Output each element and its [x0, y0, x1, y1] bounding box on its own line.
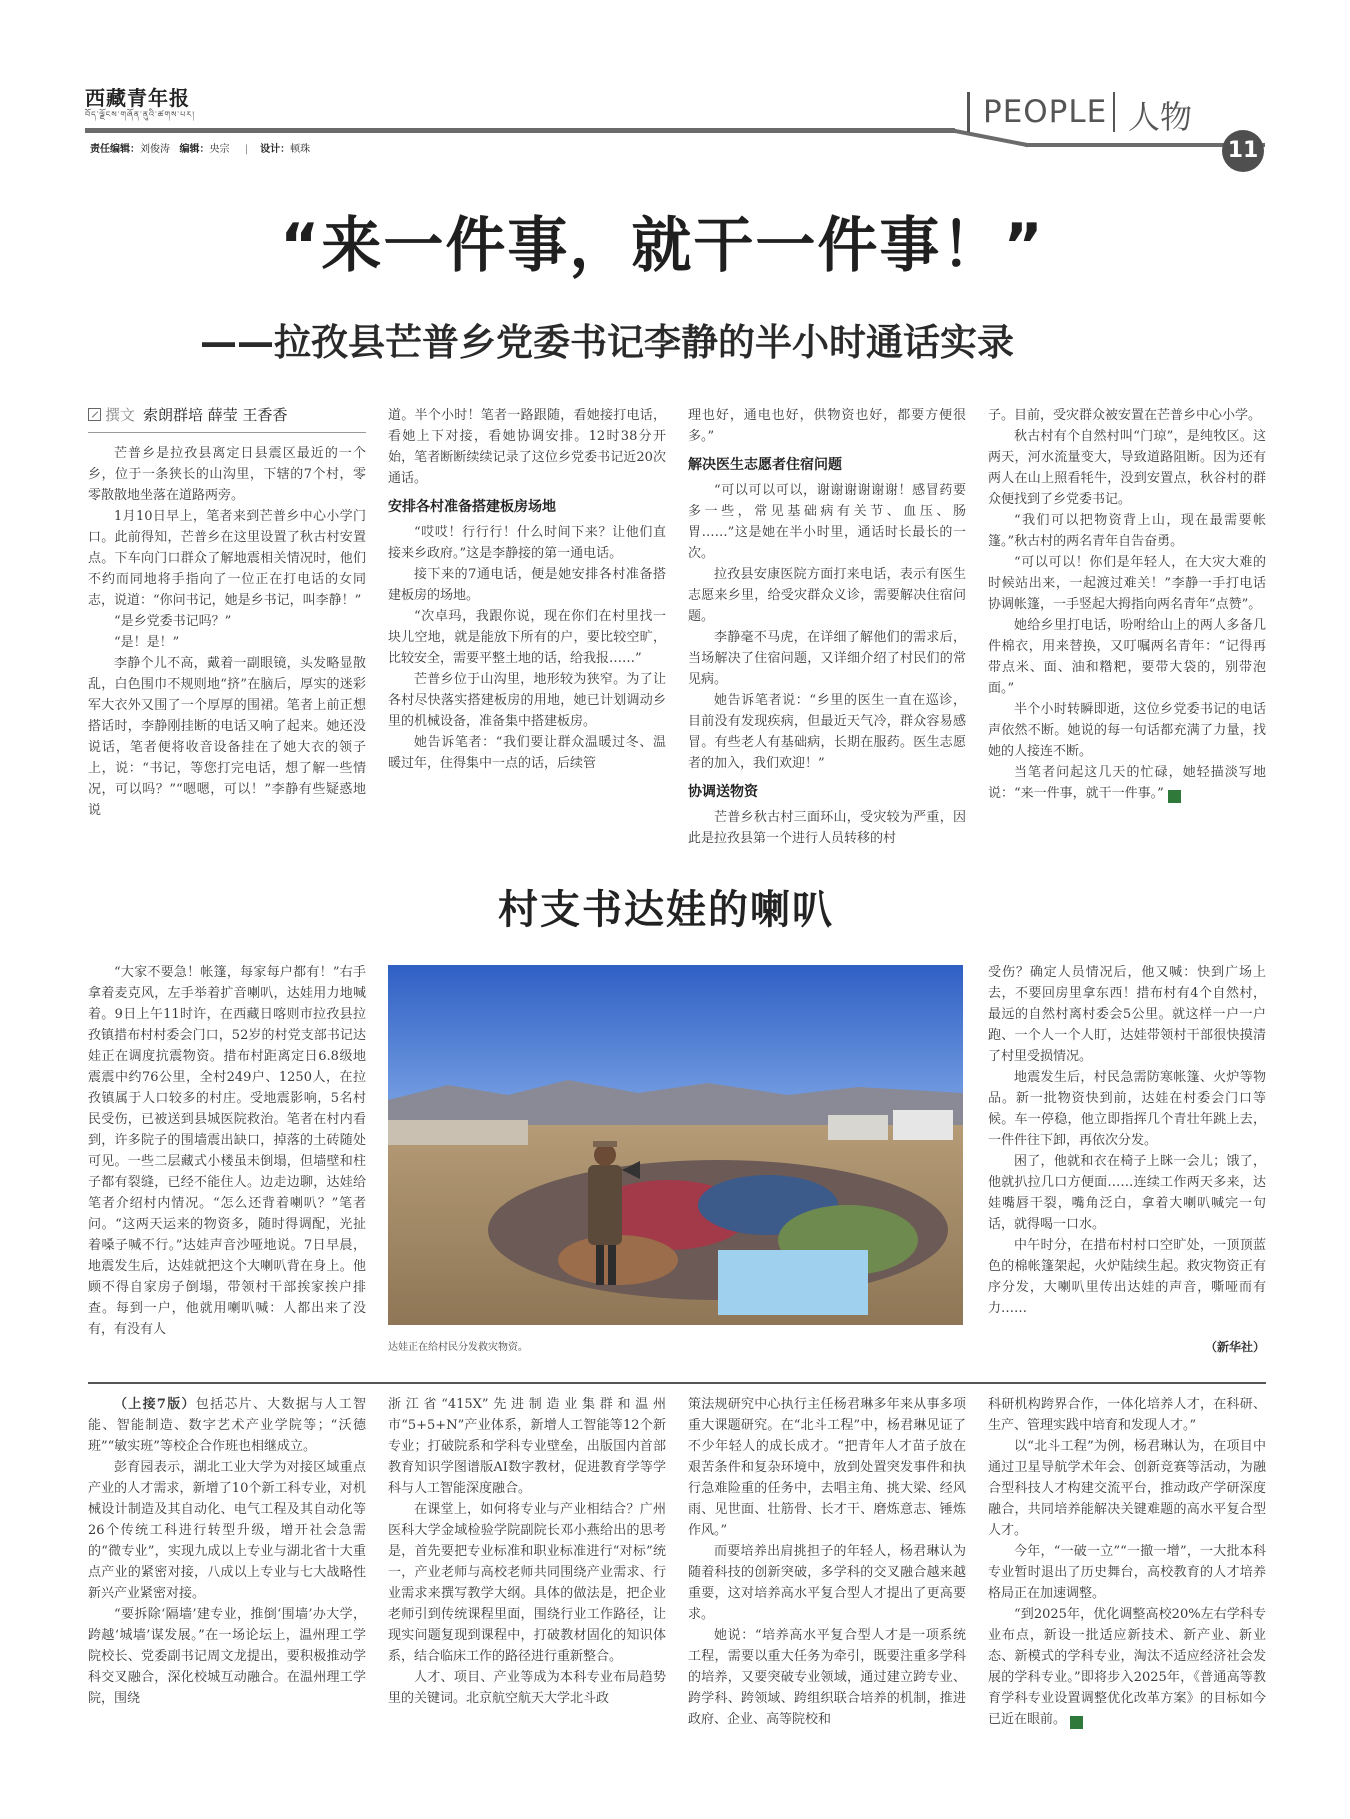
paragraph: 她告诉笔者说：“乡里的医生一直在巡诊，目前没有发现疾病，但最近天气冷，群众容易感冒。有些老人有基础病，长期在服药。医生志愿者的加入，我们欢迎！”: [688, 693, 966, 771]
credit-label: 设计：: [260, 144, 291, 155]
paragraph: “是！是！”: [114, 635, 180, 650]
section-heading: 安排各村准备搭建板房场地: [388, 499, 556, 515]
story3-column-4: [988, 1394, 1266, 1814]
section-title-cn: 人物: [1128, 98, 1193, 136]
paragraph: “可以可以！你们是年轻人，在大灾大难的时候站出来，一起渡过难关！”李静一手打电话协调帐篷，一手竖起大拇指向两名青年“点赞”。: [988, 555, 1266, 612]
news-source: （新华社）: [1205, 1340, 1266, 1354]
section-heading: 解决医生志愿者住宿问题: [688, 457, 842, 473]
paragraph: 半个小时转瞬即逝，这位乡党委书记的电话声依然不断。她说的每一句话都充满了力量，找她的人接连不断。: [988, 702, 1266, 759]
newspaper-logo: 西藏青年报: [85, 86, 190, 110]
paragraph: 科研机构跨界合作，一体化培养人才，在科研、生产、管理实践中培育和发现人才。”: [988, 1397, 1266, 1433]
credit-label: 编辑：: [179, 144, 210, 155]
story2-headline: 村支书达娃的喇叭: [498, 887, 834, 933]
paragraph: 拉孜县安康医院方面打来电话，表示有医生志愿来乡里，给受灾群众义诊，需要解决住宿问题。: [688, 567, 966, 624]
paragraph: 李静毫不马虎，在详细了解他们的需求后，当场解决了住宿问题，又详细介绍了村民们的常见病。: [688, 630, 966, 687]
paragraph: 在课堂上，如何将专业与产业相结合？广州医科大学金域检验学院副院长邓小燕给出的思考是，首先要把专业标准和职业标准进行“对标”统一，产业老师与高校老师共同围绕产业需求、行业需求来撰写教学大纲。具体的做法是，把企业老师引到传统课程里面，围绕行业工作路径，让现实问题复现到课程中，打破教材固化的知识体系，结合临床工作的路径进行重新整合。: [388, 1502, 666, 1664]
story1-subheadline: ——拉孜县芒普乡党委书记李静的半小时通话实录: [200, 321, 1014, 364]
paragraph: 困了，他就和衣在椅子上眯一会儿；饿了，他就扒拉几口方便面……连续工作两天多来，达娃嘴唇干裂，嘴角泛白，拿着大喇叭喊完一句话，就得喝一口水。: [988, 1154, 1266, 1232]
paragraph: “大家不要急！帐篷，每家每户都有！”右手拿着麦克风，左手举着扩音喇叭，达娃用力地喊着。9日上午11时许，在西藏日喀则市拉孜县拉孜镇措布村村委会门口，52岁的村党支部书记达娃正在调度抗震物资。措布村距离定日6.8级地震震中约76公里，全村249户、1250人，在拉孜镇属于人口较多的村庄。受地震影响，5名村民受伤，已被送到县城医院救治。笔者在村内看到，许多院子的围墙震出缺口，掉落的土砖随处可见。一些二层藏式小楼虽未倒塌，但墙壁和柱子都有裂缝，已经不能住人。边走边聊，达娃给笔者介绍村内情况。“怎么还背着喇叭？”笔者问。“这两天运来的物资多，随时得调配，光扯着嗓子喊不行。”达娃声音沙哑地说。7日早晨，地震发生后，达娃就把这个大喇叭背在身上。他顾不得自家房子倒塌，带领村干部挨家挨户排查。每到一户，他就用喇叭喊：人都出来了没有，有没有人: [88, 965, 366, 1337]
photo-caption: 达娃正在给村民分发救灾物资。: [388, 1342, 528, 1353]
section-divider-rule: [88, 1382, 1266, 1384]
paragraph: 受伤？确定人员情况后，他又喊：快到广场上去，不要回房里拿东西！措布村有4个自然村，最远的自然村离村委会5公里。就这样一户一户跑、一个人一个人盯，达娃带领村干部很快摸清了村里受损情况。: [988, 965, 1266, 1064]
section-heading: 协调送物资: [688, 784, 758, 800]
paragraph: 芒普乡位于山沟里，地形较为狭窄。为了让各村尽快落实搭建板房的用地，她已计划调动乡里的机械设备，准备集中搭建板房。: [388, 672, 666, 729]
paragraph-text: 包括芯片、大数据与人工智能、智能制造、数字艺术产业学院等；“沃德班”“敏实班”等校企合作班也相继成立。: [88, 1397, 366, 1454]
article-end-icon: 青: [1070, 1716, 1083, 1729]
paragraph-text: 当笔者问起这几天的忙碌，她轻描淡写地说：“来一件事，就干一件事。”: [988, 765, 1266, 801]
paragraph: 地震发生后，村民急需防寒帐篷、火炉等物品。新一批物资快到前，达娃在村委会门口等候。车一停稳，他立即指挥几个青壮年跳上去，一件件往下卸，再依次分发。: [988, 1070, 1266, 1148]
paragraph: 芒普乡是拉孜县离定日县震区最近的一个乡，位于一条狭长的山沟里，下辖的7个村，零零散散地坐落在道路两旁。: [88, 446, 366, 503]
paragraph: 她说：“培养高水平复合型人才是一项系统工程，需要以重大任务为牵引，既要注重多学科的培养，又要突破专业领域，通过建立跨专业、跨学科、跨领域、跨组织联合培养的机制，推进政府、企业、高等院校和: [688, 1628, 966, 1727]
article-end-icon: 青: [1168, 790, 1181, 803]
credit-value: 刘俊涛: [140, 144, 170, 155]
story1-column-1: [88, 405, 366, 845]
paragraph: 李静个儿不高，戴着一副眼镜，头发略显散乱，白色围巾不规则地“挤”在脑后，厚实的迷彩军大衣外又围了一个厚厚的围裙。笔者上前正想搭话时，李静刚挂断的电话又响了起来。她还没说话，笔者便将收音设备挂在了她大衣的领子上，说：“书记，等您打完电话，想了解一些情况，可以吗？”“嗯嗯，可以！”李静有些疑惑地说: [88, 656, 366, 818]
pen-icon: [88, 408, 101, 421]
paragraph: “我们可以把物资背上山，现在最需要帐篷。”秋古村的两名青年自告奋勇。: [988, 513, 1266, 549]
credit-value: 顿珠: [290, 144, 311, 155]
byline-label: 撰文: [105, 406, 136, 424]
newspaper-logo-tibetan: བོད་ལྗོངས་གཞོན་ནུའི་ཚགས་པར།: [85, 110, 195, 119]
story2-column-3: [988, 962, 1266, 1332]
masthead-rule: [85, 128, 955, 133]
paragraph: 而要培养出肩挑担子的年轻人，杨君琳认为随着科技的创新突破，多学科的交叉融合越来越重要，这对培养高水平复合型人才提出了更高要求。: [688, 1544, 966, 1622]
paragraph: 人才、项目、产业等成为本科专业布局趋势里的关键词。北京航空航天大学北斗政: [388, 1670, 666, 1706]
paragraph: 1月10日早上，笔者来到芒普乡中心小学门口。此前得知，芒普乡在这里设置了秋古村安置点。下车向门口群众了解地震相关情况时，他们不约而同地将手指向了一位正在打电话的女同志，说道：“你问书记，她是乡书记，叫李静！”: [88, 509, 366, 608]
paragraph: 中午时分，在措布村村口空旷处，一顶顶蓝色的棉帐篷架起，火炉陆续生起。救灾物资正有序分发，大喇叭里传出达娃的声音，嘶哑而有力……: [988, 1238, 1266, 1316]
masthead-rule-slant: [950, 128, 1029, 147]
section-divider: [967, 92, 970, 132]
paragraph: 今年，“一破一立”“一撤一增”，一大批本科专业暂时退出了历史舞台，高校教育的人才培养格局正在加速调整。: [988, 1544, 1266, 1601]
paragraph: 接下来的7通电话，便是她安排各村准备搭建板房的场地。: [388, 567, 666, 603]
continued-from-label: （上接7版）: [114, 1397, 196, 1412]
story1-column-3: [688, 405, 966, 845]
paragraph: “哎哎！行行行！什么时间下来？让他们直接来乡政府。”这是李静接的第一通电话。: [388, 525, 666, 561]
page-number-badge: 11: [1222, 130, 1264, 172]
paragraph: 理也好，通电也好，供物资也好，都要方便很多。”: [688, 408, 966, 444]
story1-headline: “来一件事，就干一件事！”: [280, 211, 1045, 281]
editor-credits: 责任编辑：刘俊涛 编辑：央宗 | 设计：顿珠: [90, 144, 311, 155]
paragraph-text: “到2025年，优化调整高校20%左右学科专业布点，新设一批适应新技术、新产业、新业态、新模式的学科专业，淘汰不适应经济社会发展的学科专业。”即将步入2025年，《普通高等教育学科专业设置调整优化改革方案》的目标如今已近在眼前。: [988, 1607, 1266, 1727]
paragraph: 她给乡里打电话，吩咐给山上的两人多备几件棉衣，用来替换，又叮嘱两名青年：“记得再带点米、面、油和糌粑，要带大袋的，别带泡面。”: [988, 618, 1266, 696]
paragraph: 子。目前，受灾群众被安置在芒普乡中心小学。: [988, 408, 1262, 423]
paragraph: [988, 762, 1266, 804]
paragraph: 彭育园表示，湖北工业大学为对接区域重点产业的人才需求，新增了10个新工科专业，对机械设计制造及其自动化、电气工程及其自动化等26个传统工科进行转型升级，增开社会急需的“微专业”，实现九成以上专业与湖北省十大重点产业的紧密对接，八成以上专业与七大战略性新兴产业紧密对接。: [88, 1460, 366, 1601]
paragraph: 道。半个小时！笔者一路跟随，看她接打电话，看她上下对接，看她协调安排。12时38分开始，笔者断断续续记录了这位乡党委书记近20次通话。: [388, 408, 666, 486]
paragraph: “要拆除‘隔墙’建专业，推倒‘围墙’办大学，跨越‘城墙’谋发展。”在一场论坛上，温州理工学院校长、党委副书记周文龙提出，要积极推动学科交叉融合，深化校城互动融合。在温州理工学院，围绕: [88, 1607, 366, 1706]
paragraph: [988, 1604, 1266, 1730]
news-photo: [388, 965, 963, 1325]
paragraph: 她告诉笔者：“我们要让群众温暖过冬、温暖过年，住得集中一点的话，后续管: [388, 735, 666, 771]
paragraph: “可以可以可以，谢谢谢谢谢谢！感冒药要多一些，常见基础病有关节、血压、肠胃……”这是她在半小时里，通话时长最长的一次。: [688, 483, 966, 561]
paragraph: 策法规研究中心执行主任杨君琳多年来从事多项重大课题研究。在“北斗工程”中，杨君琳见证了不少年轻人的成长成才。“把青年人才苗子放在艰苦条件和复杂环境中，放到处置突发事件和执行急难险重的任务中，去唱主角、挑大梁、经风雨、见世面、壮筋骨、长才干、磨炼意志、锤炼作风。”: [688, 1397, 966, 1538]
story1-column-4: [988, 405, 1266, 845]
byline-authors: 索朗群培 薛莹 王香香: [143, 406, 288, 424]
paragraph: [88, 1394, 366, 1457]
credit-label: 责任编辑：: [90, 144, 140, 155]
paragraph: 浙江省“415X”先进制造业集群和温州市“5+5+N”产业体系，新增人工智能等12个新专业；打破院系和学科专业壁垒，出版国内首部教育知识学图谱版AI数字教材，促进教育学等学科与人工智能深度融合。: [388, 1397, 666, 1496]
story1-column-2: [388, 405, 666, 845]
story3-column-1: [88, 1394, 366, 1814]
story3-column-3: [688, 1394, 966, 1814]
paragraph: “次卓玛，我跟你说，现在你们在村里找一块儿空地，就是能放下所有的户，要比较空旷，比较安全，需要平整土地的话，给我报……”: [388, 609, 666, 666]
section-title-en: PEOPLE: [983, 94, 1108, 130]
paragraph: 以“北斗工程”为例，杨君琳认为，在项目中通过卫星导航学术年会、创新竞赛等活动，为融合型科技人才构建交流平台，推动政产学研深度融合，共同培养能解决关键难题的高水平复合型人才。: [988, 1439, 1266, 1538]
credit-value: 央宗: [209, 144, 230, 155]
paragraph: 秋古村有个自然村叫“门琼”，是纯牧区。这两天，河水流量变大，导致道路阻断。因为还有两人在山上照看牦牛，没到安置点，秋谷村的群众便找到了乡党委书记。: [988, 429, 1266, 507]
story2-column-1: [88, 962, 366, 1362]
paragraph: “是乡党委书记吗？”: [114, 614, 232, 629]
byline: [88, 405, 366, 433]
story3-column-2: [388, 1394, 666, 1814]
section-divider: [1113, 92, 1115, 132]
photo-illustration: [388, 965, 963, 1325]
paragraph: 芒普乡秋古村三面环山，受灾较为严重，因此是拉孜县第一个进行人员转移的村: [688, 810, 966, 845]
